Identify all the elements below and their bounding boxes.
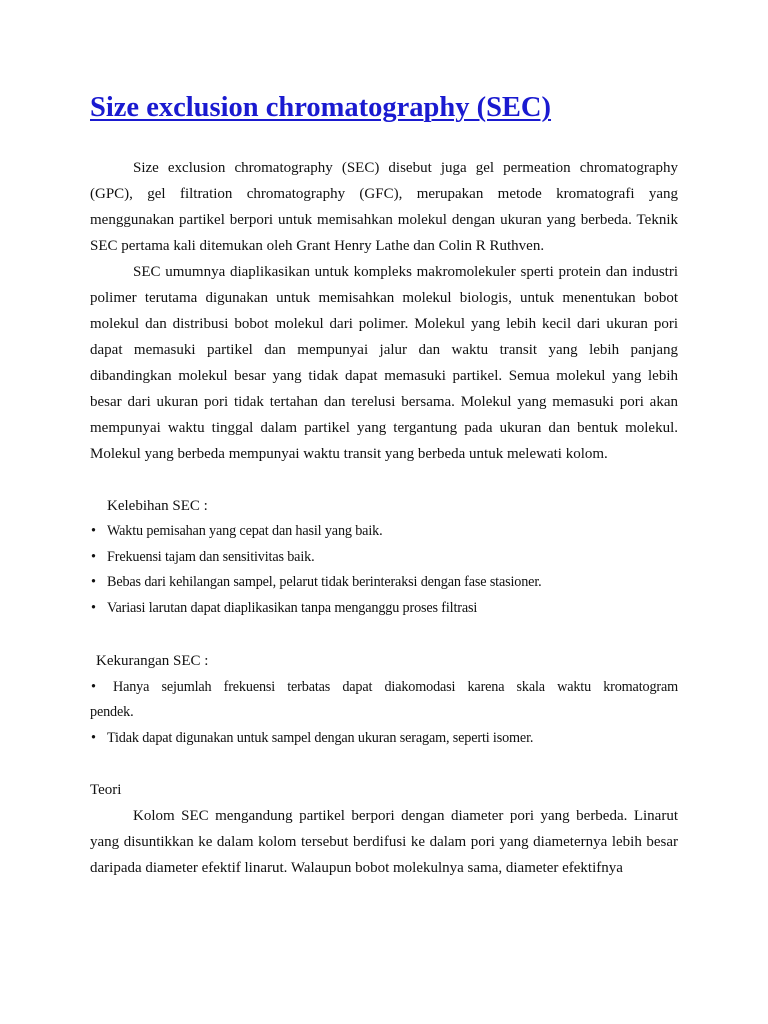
list-item [90, 519, 678, 545]
bullet-icon: • [91, 548, 96, 565]
bullet-icon: • [91, 574, 96, 591]
teori-heading: Teori [90, 782, 122, 799]
list-item-text: Waktu pemisahan yang cepat dan hasil yang baik. [107, 523, 383, 539]
list-item-text: Variasi larutan dapat diaplikasikan tanpa menganggu proses filtrasi [107, 600, 478, 617]
list-item [90, 726, 678, 752]
list-item [90, 545, 678, 571]
teori-paragraph: Kolom SEC mengandung partikel berpori dengan diameter pori yang berbeda. Linarut yang disuntikkan ke dalam kolom tersebut berdifusi ke dalam pori yang diameternya lebih besar daripada diameter efektif linarut. Walaupun bobot molekulnya sama, diameter efektifnya [90, 808, 678, 877]
bullet-icon: • [91, 678, 96, 695]
list-item-text: Hanya sejumlah frekuensi terbatas dapat diakomodasi karena skala waktu kromatogram [113, 678, 678, 695]
bullet-icon: • [91, 600, 96, 617]
list-item-text: Tidak dapat digunakan untuk sampel dengan ukuran seragam, seperti isomer. [107, 729, 534, 746]
bullet-icon: • [91, 729, 96, 746]
list-item [90, 570, 678, 596]
kelebihan-list [90, 519, 678, 622]
bullet-icon: • [91, 523, 96, 539]
list-item-text: Bebas dari kehilangan sampel, pelarut tidak berinteraksi dengan fase stasioner. [107, 574, 542, 591]
list-item-continuation: pendek. [90, 703, 134, 720]
document-title[interactable]: Size exclusion chromatography (SEC) [90, 92, 552, 123]
teori-section [90, 777, 678, 881]
list-item-text: Frekuensi tajam dan sensitivitas baik. [107, 548, 315, 565]
kekurangan-list [90, 674, 678, 751]
document-page [90, 88, 678, 881]
kelebihan-section [90, 493, 678, 622]
list-item [90, 596, 678, 622]
list-item [90, 674, 678, 700]
kekurangan-section [90, 648, 678, 751]
kelebihan-heading: Kelebihan SEC : [107, 498, 208, 514]
kekurangan-heading: Kekurangan SEC : [96, 652, 209, 669]
intro-paragraph: Size exclusion chromatography (SEC) disebut juga gel permeation chromatography (GPC), gel filtration chromatography (GFC), merupakan metode kromatografi yang menggunakan partikel berpori untuk memisahkan molekul dengan ukuran yang berbeda. Teknik SEC pertama kali ditemukan oleh Grant Henry Lathe dan Colin R Ruthven. [90, 160, 678, 254]
application-paragraph: SEC umumnya diaplikasikan untuk kompleks makromolekuler sperti protein dan industri polimer terutama digunakan untuk memisahkan molekul biologis, untuk menentukan bobot molekul dan distribusi bobot molekul dari polimer. Molekul yang lebih kecil dari ukuran pori dapat memasuki partikel dan mempunyai jalur dan waktu transit yang lebih panjang dibandingkan molekul besar yang tidak dapat memasuki partikel. Semua molekul yang lebih besar dari ukuran pori tidak tertahan dan terelusi bersama. Molekul yang memasuki pori akan mempunyai waktu tinggal dalam partikel yang tergantung pada ukuran dan bentuk molekul. Molekul yang berbeda mempunyai waktu transit yang berbeda untuk melewati kolom. [90, 264, 678, 462]
